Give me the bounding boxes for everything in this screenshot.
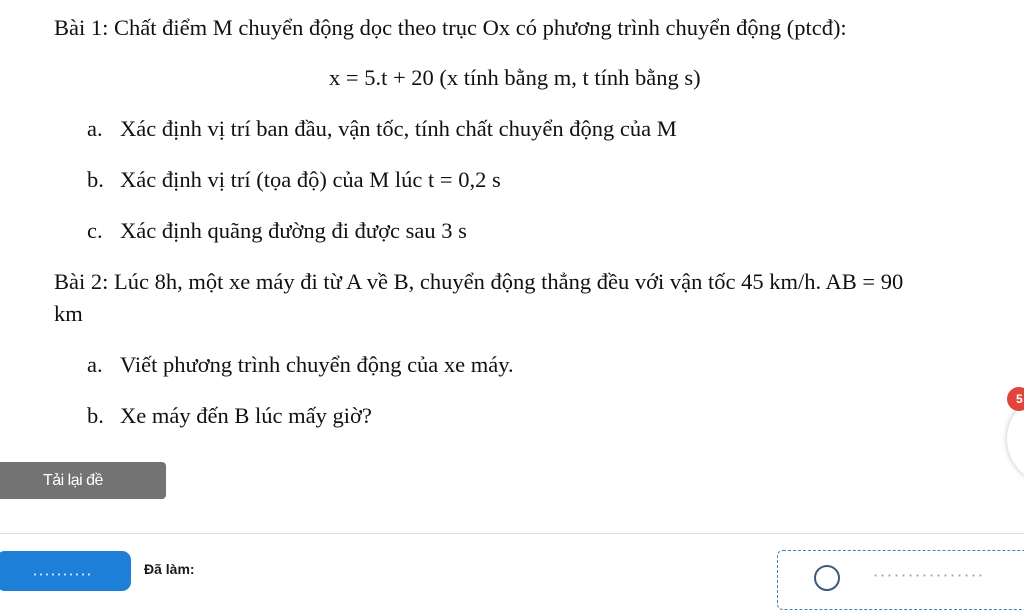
part-text: Xe máy đến B lúc mấy giờ? bbox=[120, 403, 372, 428]
exercise-1-equation: x = 5.t + 20 (x tính bằng m, t tính bằng s) bbox=[329, 65, 701, 90]
primary-action-button[interactable] bbox=[0, 551, 131, 591]
reload-exam-button[interactable]: Tải lại đề bbox=[0, 462, 166, 499]
done-label: Đã làm: bbox=[144, 561, 195, 577]
exercise-1-title: Bài 1: Chất điểm M chuyển động dọc theo trục Ox có phương trình chuyển động (ptcđ): bbox=[54, 15, 847, 40]
exercise-1-part-b bbox=[87, 165, 501, 195]
section-divider bbox=[0, 533, 1024, 534]
document-icon bbox=[814, 565, 840, 591]
exercise-2-part-a bbox=[87, 350, 514, 380]
part-text: Xác định vị trí (tọa độ) của M lúc t = 0,2 s bbox=[120, 167, 501, 192]
upload-dropzone[interactable] bbox=[777, 550, 1024, 610]
part-marker: a. bbox=[87, 116, 103, 141]
part-text: Xác định quãng đường đi được sau 3 s bbox=[120, 218, 467, 243]
exercise-1-part-c bbox=[87, 216, 467, 246]
exercise-1-part-a bbox=[87, 114, 677, 144]
part-text: Xác định vị trí ban đầu, vận tốc, tính chất chuyển động của M bbox=[120, 116, 677, 141]
part-marker: b. bbox=[87, 403, 104, 428]
part-text: Viết phương trình chuyển động của xe máy. bbox=[120, 352, 514, 377]
part-marker: c. bbox=[87, 218, 103, 243]
part-marker: b. bbox=[87, 167, 104, 192]
exercise-2-part-b bbox=[87, 401, 372, 431]
part-marker: a. bbox=[87, 352, 103, 377]
notification-badge: 5 bbox=[1007, 387, 1024, 411]
exercise-2-title: Bài 2: Lúc 8h, một xe máy đi từ A về B, chuyển động thẳng đều với vận tốc 45 km/h. AB = 90 bbox=[54, 269, 904, 294]
exercise-2-title-continued: km bbox=[54, 301, 83, 326]
